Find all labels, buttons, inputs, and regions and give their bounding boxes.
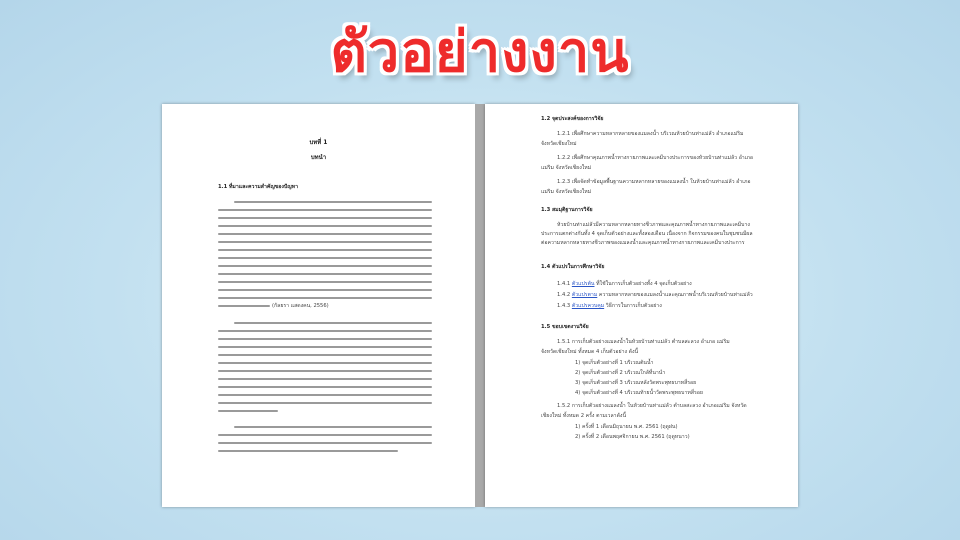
objective-3: 1.2.3 เพื่อจัดทำข้อมูลพื้นฐานความหลากหลายของแมลงน้ำ ในห้วยบ้านท่าแม่ลัว อำเภอ xyxy=(557,179,751,185)
section-heading-1-5: 1.5 ขอบเขตงานวิจัย xyxy=(541,324,589,330)
objective-2: 1.2.2 เพื่อศึกษาคุณภาพน้ำทางกายภาพและเคมีบางประการของห้วยบ้านท่าแม่ลัว อำเภอ xyxy=(557,155,754,161)
objective-3-cont: แม่ริม จังหวัดเชียงใหม่ xyxy=(541,189,592,195)
page-gutter xyxy=(475,104,485,507)
document-page-right xyxy=(485,104,798,507)
list-item: 4) จุดเก็บตัวอย่างที่ 4 บริเวณท้ายน้ำวัดพระพุทธบาทสี่รอย xyxy=(575,390,703,396)
chapter-number: บทที่ 1 xyxy=(309,139,328,146)
hypothesis-line-2: ประการแตกต่างกันทั้ง 4 จุดเก็บตัวอย่างและทั้งสองเดือน เนื่องจาก กิจกรรมของคนในชุมชนมีผล xyxy=(541,231,753,237)
variable-link[interactable]: ตัวแปรควบคุม xyxy=(571,303,605,309)
section-heading-1-2: 1.2 จุดประสงค์ของการวิจัย xyxy=(541,116,604,122)
document-page-left xyxy=(162,104,475,507)
variable-link[interactable]: ตัวแปรต้น xyxy=(571,281,595,287)
section-heading-1-1: 1.1 ที่มาและความสำคัญของปัญหา xyxy=(218,184,298,190)
objective-1: 1.2.1 เพื่อศึกษาความหลากหลายของแมลงน้ำ บริเวณห้วยบ้านท่าแม่ลัว อำเภอแม่ริม xyxy=(557,131,744,137)
list-item: 2) ครั้งที่ 2 เดือนพฤศจิกายน พ.ศ. 2561 (ฤดูหนาว) xyxy=(575,434,690,440)
list-item: 1) จุดเก็บตัวอย่างที่ 1 บริเวณต้นน้ำ xyxy=(575,360,654,366)
section-heading-1-4: 1.4 ตัวแปรในการศึกษาวิจัย xyxy=(541,264,605,270)
variable-link[interactable]: ตัวแปรตาม xyxy=(571,292,598,298)
scope-2-cont: เชียงใหม่ ทั้งหมด 2 ครั้ง ตามเวลาดังนี้ xyxy=(541,413,627,419)
list-item: 2) จุดเก็บตัวอย่างที่ 2 บริเวณใกล้ที่นานำ xyxy=(575,370,666,376)
list-item: 1) ครั้งที่ 1 เดือนมิถุนายน พ.ศ. 2561 (ฤดูฝน) xyxy=(575,424,678,430)
hypothesis-line-3: ต่อความหลากหลายทางชีวภาพของแมลงน้ำและคุณภาพน้ำทางกายภาพและเคมีบางประการ xyxy=(541,240,745,246)
variable-row-3: 1.4.3 ตัวแปรควบคุม วิธีการในการเก็บตัวอย่าง xyxy=(557,303,662,309)
hypothesis-line-1: ห้วยบ้านท่าแม่ลัวมีความหลากหลายทางชีวภาพและคุณภาพน้ำทางกายภาพและเคมีบาง xyxy=(557,222,750,228)
list-item: 3) จุดเก็บตัวอย่างที่ 3 บริเวณหลังวัดพระพุทธบาทสี่รอย xyxy=(575,380,697,386)
chapter-title: บทนำ xyxy=(310,154,327,161)
scope-2: 1.5.2 การเก็บตัวอย่างแมลงน้ำ ในห้วยบ้านท่าแม่ลัว ตำบลสะลวง อำเภอแม่ริม จังหวัด xyxy=(557,403,747,409)
variable-row-2: 1.4.2 ตัวแปรตาม ความหลากหลายของแมลงน้ำและคุณภาพน้ำบริเวณห้วยบ้านท่าแม่ลัว xyxy=(557,292,753,298)
objective-2-cont: แม่ริม จังหวัดเชียงใหม่ xyxy=(541,165,592,171)
scope-1: 1.5.1 การเก็บตัวอย่างแมลงน้ำในห้วยบ้านท่าแม่ลัว ตำบลสะลวง อำเภอ แม่ริม xyxy=(557,339,730,345)
section-heading-1-3: 1.3 สมมุติฐานการวิจัย xyxy=(541,207,593,213)
variable-row-1: 1.4.1 ตัวแปรต้น ที่ใช้ในการเก็บตัวอย่างทั้ง 4 จุดเก็บตัวอย่าง xyxy=(557,281,692,287)
citation: (กัลยรา แสดงคน, 2556) xyxy=(272,303,329,309)
objective-1-cont: จังหวัดเชียงใหม่ xyxy=(541,141,577,147)
headline-title: ตัวอย่างงาน xyxy=(330,20,630,85)
scope-1-cont: จังหวัดเชียงใหม่ ทั้งหมด 4 เก็บตัวอย่าง ดังนี้ xyxy=(541,349,639,355)
